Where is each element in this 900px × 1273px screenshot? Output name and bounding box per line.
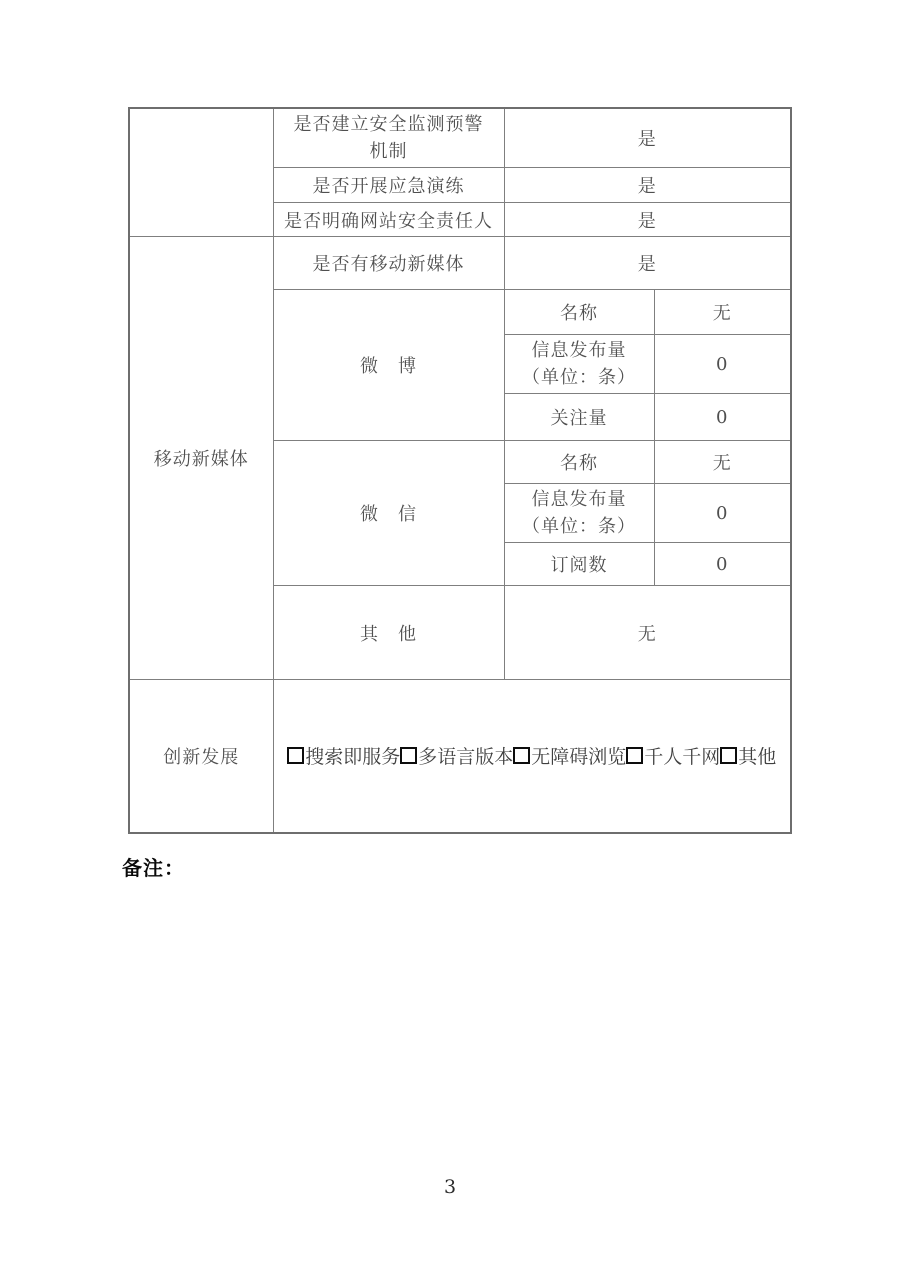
table-row (129, 680, 791, 833)
weibo-posts-label-line2: （单位：条） (522, 367, 636, 388)
wechat-label: 微 信 (273, 441, 504, 586)
category-mobile-media: 移动新媒体 (129, 237, 273, 680)
wechat-posts-value: 0 (654, 484, 791, 543)
innovation-option (287, 746, 400, 768)
has-mobile-media-value: 是 (504, 237, 791, 290)
wechat-subscribers-value: 0 (654, 543, 791, 586)
checkbox-other[interactable] (720, 747, 737, 764)
checkbox-thousand-people-thousand-sites[interactable] (626, 747, 643, 764)
weibo-posts-label-line1: 信息发布量 (531, 340, 627, 361)
wechat-posts-label (504, 484, 654, 543)
weibo-followers-label: 关注量 (504, 394, 654, 441)
checkbox-label: 搜索即服务 (305, 746, 401, 769)
wechat-name-value: 无 (654, 441, 791, 484)
wechat-name-label: 名称 (504, 441, 654, 484)
security-owner-value: 是 (504, 203, 791, 237)
remarks-label: 备注： (122, 856, 185, 880)
weibo-followers-value: 0 (654, 394, 791, 441)
weibo-posts-value: 0 (654, 335, 791, 394)
checkbox-accessible-browsing[interactable] (513, 747, 530, 764)
security-owner-label: 是否明确网站安全责任人 (273, 203, 504, 237)
weibo-label: 微 博 (273, 290, 504, 441)
security-monitor-label-line1: 是否建立安全监测预警 (293, 114, 484, 135)
weibo-name-value: 无 (654, 290, 791, 335)
emergency-drill-value: 是 (504, 168, 791, 203)
innovation-options-cell (273, 680, 791, 833)
emergency-drill-label: 是否开展应急演练 (273, 168, 504, 203)
checkbox-multilingual-version[interactable] (400, 747, 417, 764)
other-media-label: 其 他 (273, 586, 504, 680)
innovation-option (513, 746, 626, 768)
category-cell-empty (129, 108, 273, 237)
checkbox-search-as-service[interactable] (287, 747, 304, 764)
has-mobile-media-label: 是否有移动新媒体 (273, 237, 504, 290)
table-row (129, 237, 791, 290)
innovation-option (626, 746, 720, 768)
page-number: 3 (443, 1176, 457, 1198)
security-monitor-label-line2: 机制 (369, 141, 408, 162)
weibo-posts-label (504, 335, 654, 394)
weibo-name-label: 名称 (504, 290, 654, 335)
checkbox-label: 千人千网 (644, 746, 721, 769)
annual-report-table (128, 107, 792, 834)
category-innovation: 创新发展 (129, 680, 273, 833)
innovation-option (400, 746, 513, 768)
security-monitor-label (273, 108, 504, 168)
wechat-subscribers-label: 订阅数 (504, 543, 654, 586)
innovation-options (282, 742, 783, 769)
other-media-value: 无 (504, 586, 791, 680)
checkbox-label: 其他 (738, 746, 777, 769)
table-row (129, 108, 791, 168)
security-monitor-value: 是 (504, 108, 791, 168)
checkbox-label: 多语言版本 (418, 746, 514, 769)
wechat-posts-label-line2: （单位：条） (522, 516, 636, 537)
checkbox-label: 无障碍浏览 (531, 746, 627, 769)
wechat-posts-label-line1: 信息发布量 (531, 489, 627, 510)
innovation-option (720, 746, 776, 768)
